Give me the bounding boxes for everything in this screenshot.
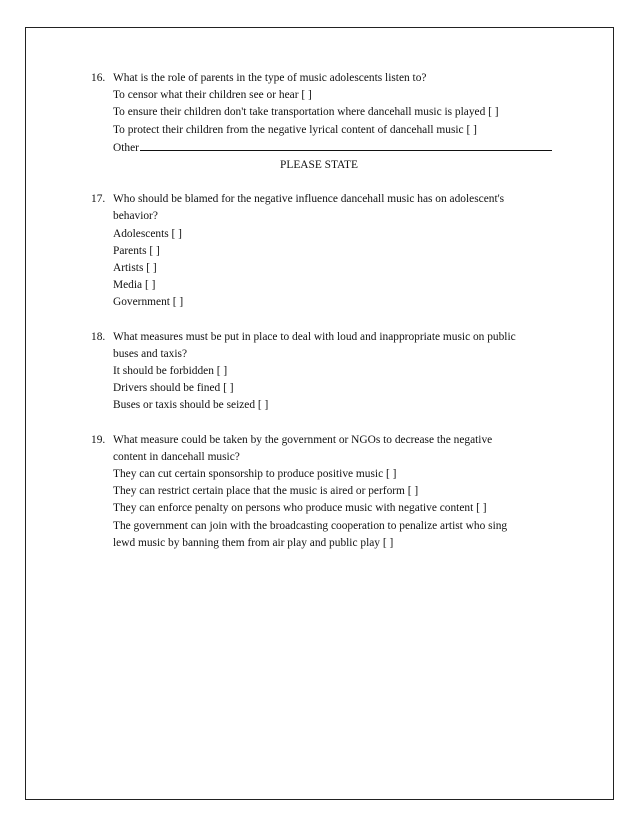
answer-option[interactable]: Adolescents [ ] (113, 227, 182, 240)
answer-option[interactable]: Drivers should be fined [ ] (113, 382, 234, 395)
answer-option[interactable]: To censor what their children see or hear [ ] (113, 89, 312, 102)
answer-option[interactable]: Media [ ] (113, 279, 156, 292)
question-19 (91, 432, 566, 552)
answer-option[interactable]: They can enforce penalty on persons who produce music with negative content [ ] (113, 502, 487, 515)
other-label: Other (113, 141, 139, 154)
question-text: What is the role of parents in the type of music adolescents listen to? (113, 72, 427, 84)
questionnaire-content (91, 70, 566, 552)
answer-option[interactable]: To protect their children from the negative lyrical content of dancehall music [ ] (113, 123, 477, 136)
question-18 (91, 329, 566, 415)
answer-option[interactable]: To ensure their children don't take transportation where dancehall music is played [ ] (113, 106, 499, 119)
answer-option-continued[interactable]: lewd music by banning them from air play and public play [ ] (113, 536, 394, 549)
answer-option[interactable]: It should be forbidden [ ] (113, 365, 228, 378)
question-text-continued: behavior? (113, 210, 158, 223)
question-number: 19. (91, 433, 106, 446)
please-state-caption: PLEASE STATE (280, 159, 358, 172)
question-text: Who should be blamed for the negative influence dancehall music has on adolescent's (113, 193, 505, 206)
question-text: What measure could be taken by the government or NGOs to decrease the negative (113, 433, 493, 446)
answer-option[interactable]: The government can join with the broadcasting cooperation to penalize artist who sing (113, 519, 508, 532)
question-17 (91, 191, 566, 311)
answer-option[interactable]: They can cut certain sponsorship to produce positive music [ ] (113, 468, 397, 481)
answer-option[interactable]: They can restrict certain place that the music is aired or perform [ ] (113, 485, 419, 498)
answer-option[interactable]: Artists [ ] (113, 262, 157, 275)
question-16 (91, 70, 566, 174)
question-text-continued: buses and taxis? (113, 347, 188, 360)
question-number: 17. (91, 193, 106, 206)
answer-option[interactable]: Buses or taxis should be seized [ ] (113, 399, 269, 412)
fill-in-rule[interactable] (140, 139, 552, 151)
answer-option[interactable]: Parents [ ] (113, 244, 160, 257)
other-answer-line[interactable] (91, 139, 566, 157)
question-number: 18. (91, 330, 106, 343)
question-text-continued: content in dancehall music? (113, 450, 240, 463)
answer-option[interactable]: Government [ ] (113, 296, 184, 309)
question-number: 16. (91, 72, 106, 84)
question-text: What measures must be put in place to deal with loud and inappropriate music on public (113, 330, 516, 343)
